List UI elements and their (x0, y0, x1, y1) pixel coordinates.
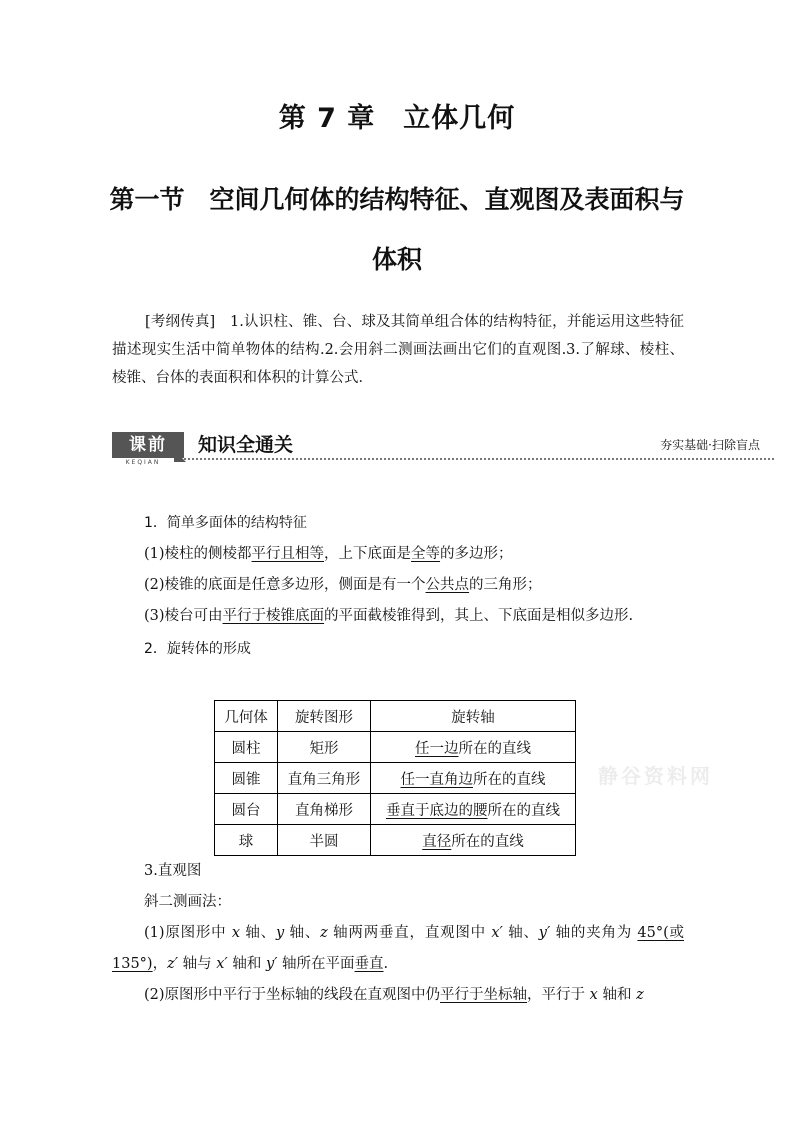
rotation-body-table (214, 700, 576, 856)
item1-heading: 1．简单多面体的结构特征 (144, 515, 307, 531)
table-row (215, 794, 576, 825)
table-header-row (215, 701, 576, 732)
table-cell: 直角三角形 (278, 763, 371, 794)
table-cell: 直角梯形 (278, 794, 371, 825)
table-cell: 直径所在的直线 (371, 825, 576, 856)
item3-p1: (1)原图形中 x 轴、y 轴、z 轴两两垂直，直观图中 x′ 轴、y′ 轴的夹角为 45°(或135°)，z′ 轴与 x′ 轴和 y′ 轴所在平面垂直. (112, 925, 685, 972)
table-cell: 半圆 (278, 825, 371, 856)
item1-p3: (3)棱台可由平行于棱锥底面的平面截棱锥得到，其上、下底面是相似多边形. (144, 608, 634, 624)
banner-title: 知识全通关 (198, 434, 294, 456)
table-cell: 圆锥 (215, 763, 278, 794)
table-cell: 垂直于底边的腰所在的直线 (371, 794, 576, 825)
banner-slogan: 夯实基础·扫除盲点 (660, 438, 760, 452)
table-cell: 圆柱 (215, 732, 278, 763)
table-header-cell: 旋转轴 (371, 701, 576, 732)
item3-p2: (2)原图形中平行于坐标轴的线段在直观图中仍平行于坐标轴，平行于 x 轴和 z (144, 987, 644, 1003)
item3-heading: 3.直观图 (144, 863, 202, 879)
section-title: 第一节 空间几何体的结构特征、直观图及表面积与体积 (109, 185, 685, 274)
item1-p1: (1)棱柱的侧棱都平行且相等，上下底面是全等的多边形； (144, 546, 513, 562)
item1-block (112, 508, 684, 665)
table-row (215, 763, 576, 794)
banner-tab-corner (174, 450, 186, 462)
table-header-cell: 几何体 (215, 701, 278, 732)
section-banner (112, 428, 774, 470)
banner-tab-sub: KEQIAN (125, 459, 161, 466)
item2-heading: 2．旋转体的形成 (144, 641, 251, 657)
chapter-title: 第 7 章 立体几何 (278, 103, 516, 134)
watermark: 静谷资料网 (598, 764, 713, 788)
banner-tab: 课前 (112, 432, 184, 458)
table-cell: 任一边所在的直线 (371, 732, 576, 763)
table-header-cell: 旋转图形 (278, 701, 371, 732)
table-cell: 矩形 (278, 732, 371, 763)
item1-p2: (2)棱锥的底面是任意多边形，侧面是有一个公共点的三角形； (144, 577, 542, 593)
table-cell: 球 (215, 825, 278, 856)
table-cell: 任一直角边所在的直线 (371, 763, 576, 794)
table-cell: 圆台 (215, 794, 278, 825)
banner-divider (184, 458, 774, 460)
item3-method: 斜二测画法： (144, 894, 231, 910)
table-row (215, 825, 576, 856)
exam-outline: [考纲传真] 1.认识柱、锥、台、球及其简单组合体的结构特征，并能运用这些特征描述现实生活中简单物体的结构.2.会用斜二测画法画出它们的直观图.3.了解球、棱柱、棱锥、台体的表面积和体积的计算公式． (112, 314, 684, 386)
item3-block (112, 856, 684, 1011)
table-row (215, 732, 576, 763)
